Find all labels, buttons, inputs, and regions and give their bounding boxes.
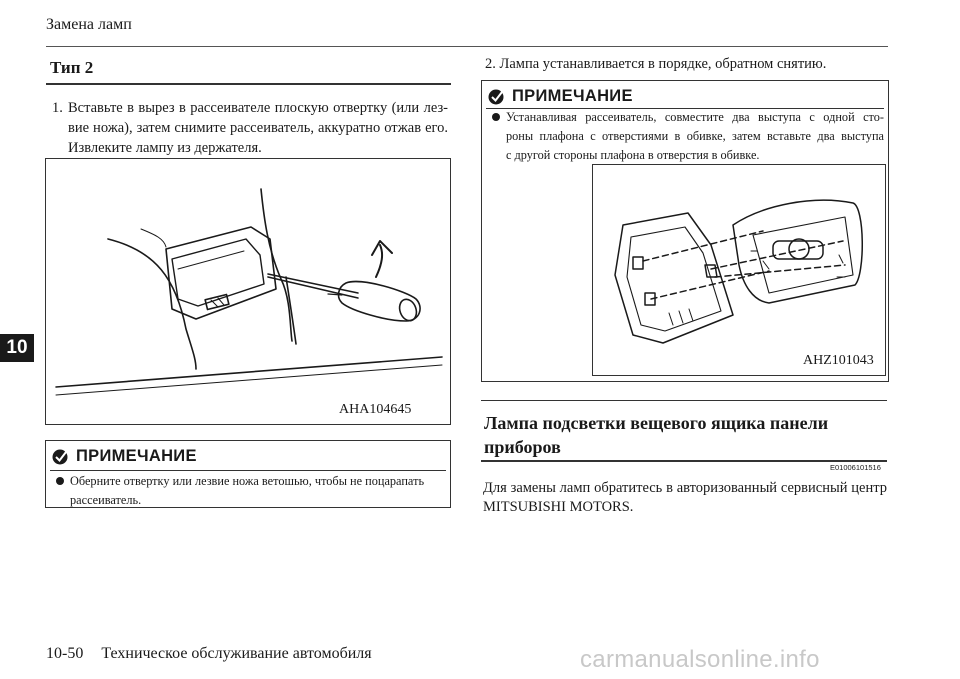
watermark: carmanualsonline.info [580,646,820,673]
note-line: рассеиватель. [70,493,142,507]
step-2: 2. Лампа устанавливается в порядке, обратном снятию. [485,56,827,72]
footer-title: Техническое обслуживание автомобиля [101,645,372,662]
header-rule [46,46,888,47]
page-number: 10-50 [46,645,84,662]
section-box [481,400,887,459]
page-header-title: Замена ламп [46,16,132,33]
figure-lens-install [592,164,886,376]
figure-screwdriver [45,158,451,425]
section-2-rule [481,460,887,462]
note-heading [52,447,197,466]
note-heading [488,87,633,106]
figure-label: AHA104645 [339,402,412,417]
note-heading-text: ПРИМЕЧАНИЕ [512,87,633,105]
note-line: Устанавливая рассеиватель, совместите два выступа с одной сто- [506,110,884,124]
note-line: роны плафона с отверстиями в обивке, затем вставьте два выступа [506,129,884,143]
step-1-number: 1. [52,100,63,116]
section-rule [46,83,451,85]
note-box-left [45,440,451,508]
screwdriver-illustration [46,159,450,424]
note-body [56,472,444,510]
note-line: с другой стороны плафона в отверстия в обивке. [506,148,760,162]
step-1 [52,98,448,158]
bullet-icon [492,113,500,121]
chapter-tab: 10 [0,334,34,362]
step-1-line: Вставьте в вырез в рассеивателе плоскую отвертку (или лез- [68,100,448,116]
step-1-line: Извлеките лампу из держателя. [68,140,262,156]
note-heading-text: ПРИМЕЧАНИЕ [76,447,197,465]
step-1-line: вие ножа), затем снимите рассеиватель, аккуратно отжав его. [68,120,448,136]
page-footer [46,645,372,663]
note-box-right [481,80,889,382]
section-2-title-line-2: приборов [484,437,561,457]
note-rule [50,470,446,471]
section-2-title-line-1: Лампа подсветки вещевого ящика панели [484,413,829,433]
note-body [492,108,884,165]
body-line: MITSUBISHI MOTORS. [483,499,634,515]
check-icon [488,89,506,105]
section-title: Тип 2 [50,58,94,77]
figure-label: AHZ101043 [803,353,874,368]
body-line: Для замены ламп обратитесь в авторизованный сервисный центр [483,480,887,496]
section-2-code: E01006101516 [830,463,881,472]
lens-illustration [593,165,885,375]
bullet-icon [56,477,64,485]
note-line: Оберните отвертку или лезвие ножа ветошью, чтобы не поцарапать [70,474,425,488]
section-2-body [483,479,887,517]
check-icon [52,449,70,465]
